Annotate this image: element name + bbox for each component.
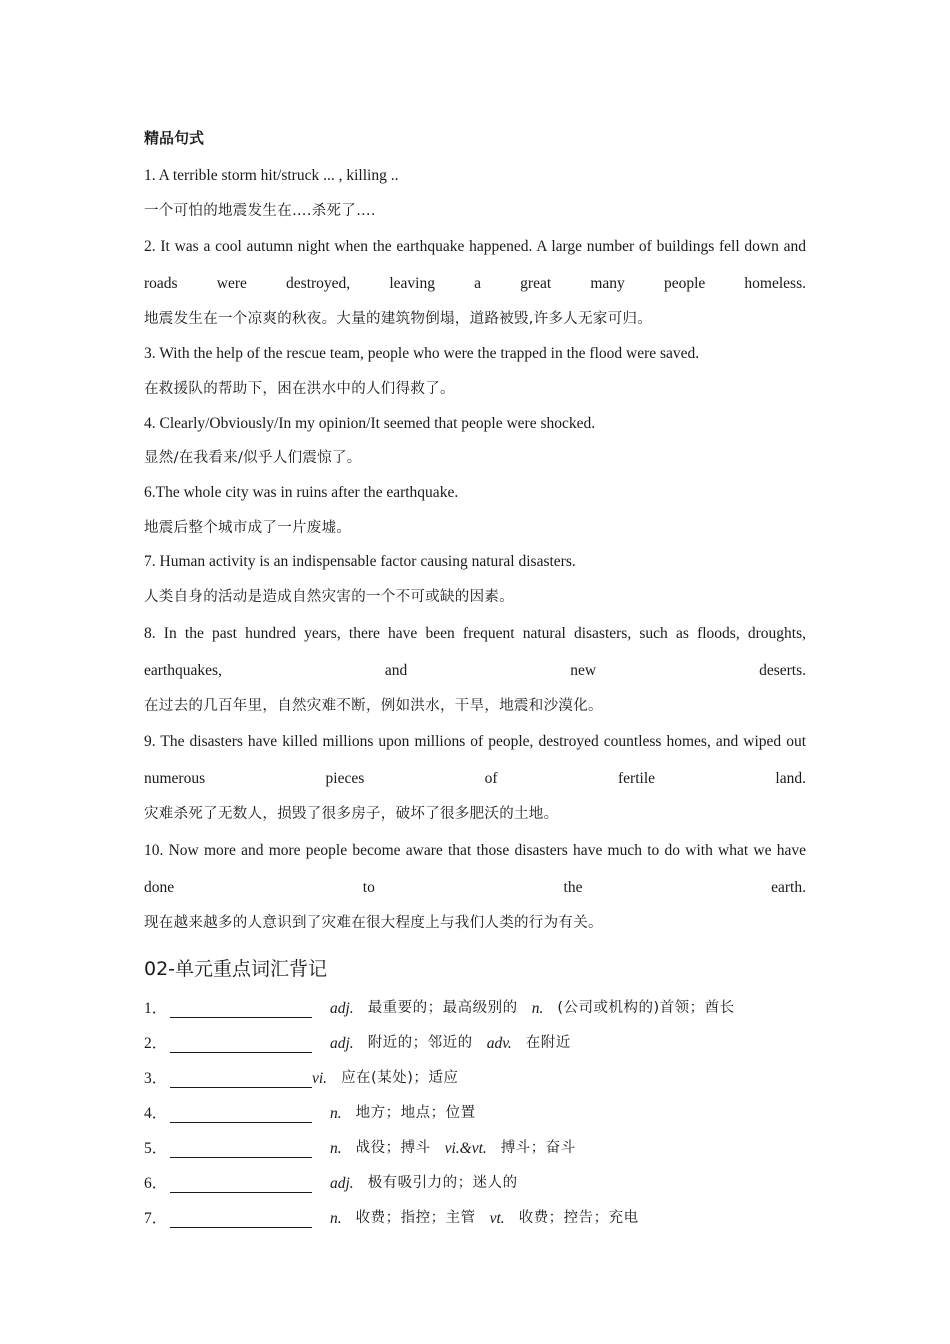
sentence-10-en: 10. Now more and more people become aware that those disasters have much to do with what we have done to the earth. bbox=[144, 842, 806, 897]
vocab-item bbox=[144, 1131, 806, 1166]
vocab-blank[interactable] bbox=[170, 1174, 312, 1193]
vocab-blank[interactable] bbox=[170, 999, 312, 1018]
vocab-number: 2． bbox=[144, 1034, 168, 1052]
part-of-speech: n. bbox=[330, 1209, 342, 1227]
vocab-number: 4． bbox=[144, 1104, 168, 1122]
vocab-number: 7． bbox=[144, 1209, 168, 1227]
vocab-section-title: 02-单元重点词汇背记 bbox=[144, 957, 328, 980]
definition: 最重要的；最高级别的 bbox=[367, 999, 518, 1016]
sentence-3-zh: 在救援队的帮助下，困在洪水中的人们得救了。 bbox=[144, 380, 455, 397]
sentence-2-zh: 地震发生在一个凉爽的秋夜。大量的建筑物倒塌，道路被毁,许多人无家可归。 bbox=[144, 311, 653, 328]
sentence-6-en: 6.The whole city was in ruins after the earthquake. bbox=[144, 483, 459, 501]
part-of-speech: adv. bbox=[486, 1034, 512, 1052]
definition: 搏斗；奋斗 bbox=[500, 1139, 576, 1156]
definition: 极有吸引力的；迷人的 bbox=[367, 1174, 518, 1191]
vocab-blank[interactable] bbox=[170, 1104, 312, 1123]
vocab-blank[interactable] bbox=[170, 1139, 312, 1158]
vocab-item bbox=[144, 1096, 806, 1131]
vocab-number: 6． bbox=[144, 1174, 168, 1192]
sentence-7-zh: 人类自身的活动是造成自然灾害的一个不可或缺的因素。 bbox=[144, 589, 514, 606]
vocab-blank[interactable] bbox=[170, 1069, 312, 1088]
vocab-item bbox=[144, 1166, 806, 1201]
sentence-2-en: 2. It was a cool autumn night when the earthquake happened. A large number of buildings fell down and roads were destroyed, leaving a great many people homeless. bbox=[144, 238, 806, 293]
definition: (公司或机构的)首领；酋长 bbox=[557, 999, 735, 1016]
sentence-3-en: 3. With the help of the rescue team, people who were the trapped in the flood were saved. bbox=[144, 345, 700, 363]
sentence-7-en: 7. Human activity is an indispensable factor causing natural disasters. bbox=[144, 553, 576, 571]
sentence-10-zh: 现在越来越多的人意识到了灾难在很大程度上与我们人类的行为有关。 bbox=[144, 915, 603, 932]
definition: 在附近 bbox=[525, 1034, 571, 1051]
sentence-9-zh: 灾难杀死了无数人，损毁了很多房子，破坏了很多肥沃的土地。 bbox=[144, 806, 559, 823]
sentence-4-en: 4. Clearly/Obviously/In my opinion/It seemed that people were shocked. bbox=[144, 414, 596, 432]
vocab-item bbox=[144, 1026, 806, 1061]
section-title: 精品句式 bbox=[144, 129, 205, 147]
vocab-item bbox=[144, 1201, 806, 1236]
definition: 应在(某处)；适应 bbox=[341, 1069, 459, 1086]
sentence-1-zh: 一个可怕的地震发生在….杀死了…. bbox=[144, 202, 376, 219]
sentence-4-zh: 显然/在我看来/似乎人们震惊了。 bbox=[144, 450, 362, 467]
definition: 附近的；邻近的 bbox=[367, 1034, 473, 1051]
sentence-8-zh: 在过去的几百年里，自然灾难不断，例如洪水，干旱，地震和沙漠化。 bbox=[144, 697, 603, 714]
definition: 收费；指控；主管 bbox=[355, 1209, 476, 1226]
vocab-number: 3． bbox=[144, 1069, 168, 1087]
vocab-item bbox=[144, 1061, 806, 1096]
sentence-8-en: 8. In the past hundred years, there have been frequent natural disasters, such as floods, droughts, earthquakes, and new deserts. bbox=[144, 624, 806, 679]
definition: 战役；搏斗 bbox=[355, 1139, 431, 1156]
part-of-speech: vi.&vt. bbox=[444, 1139, 487, 1157]
vocab-number: 5． bbox=[144, 1139, 168, 1157]
definition: 地方；地点；位置 bbox=[355, 1104, 476, 1121]
part-of-speech: n. bbox=[330, 1139, 342, 1157]
sentence-1-en: 1. A terrible storm hit/struck ... , killing .. bbox=[144, 167, 399, 184]
part-of-speech: adj. bbox=[330, 1034, 354, 1052]
part-of-speech: adj. bbox=[330, 999, 354, 1017]
vocab-blank[interactable] bbox=[170, 1034, 312, 1053]
sentence-9-en: 9. The disasters have killed millions upon millions of people, destroyed countless homes, and wiped out numerous pieces of fertile land. bbox=[144, 733, 806, 788]
part-of-speech: adj. bbox=[330, 1174, 354, 1192]
vocab-item bbox=[144, 991, 806, 1026]
document-page bbox=[144, 125, 806, 1236]
vocab-blank[interactable] bbox=[170, 1209, 312, 1228]
vocab-number: 1． bbox=[144, 999, 168, 1017]
part-of-speech: vt. bbox=[489, 1209, 505, 1227]
part-of-speech: n. bbox=[531, 999, 544, 1017]
part-of-speech: vi. bbox=[312, 1069, 328, 1087]
part-of-speech: n. bbox=[330, 1104, 342, 1122]
definition: 收费；控告；充电 bbox=[518, 1209, 639, 1226]
sentence-6-zh: 地震后整个城市成了一片废墟。 bbox=[144, 519, 352, 536]
